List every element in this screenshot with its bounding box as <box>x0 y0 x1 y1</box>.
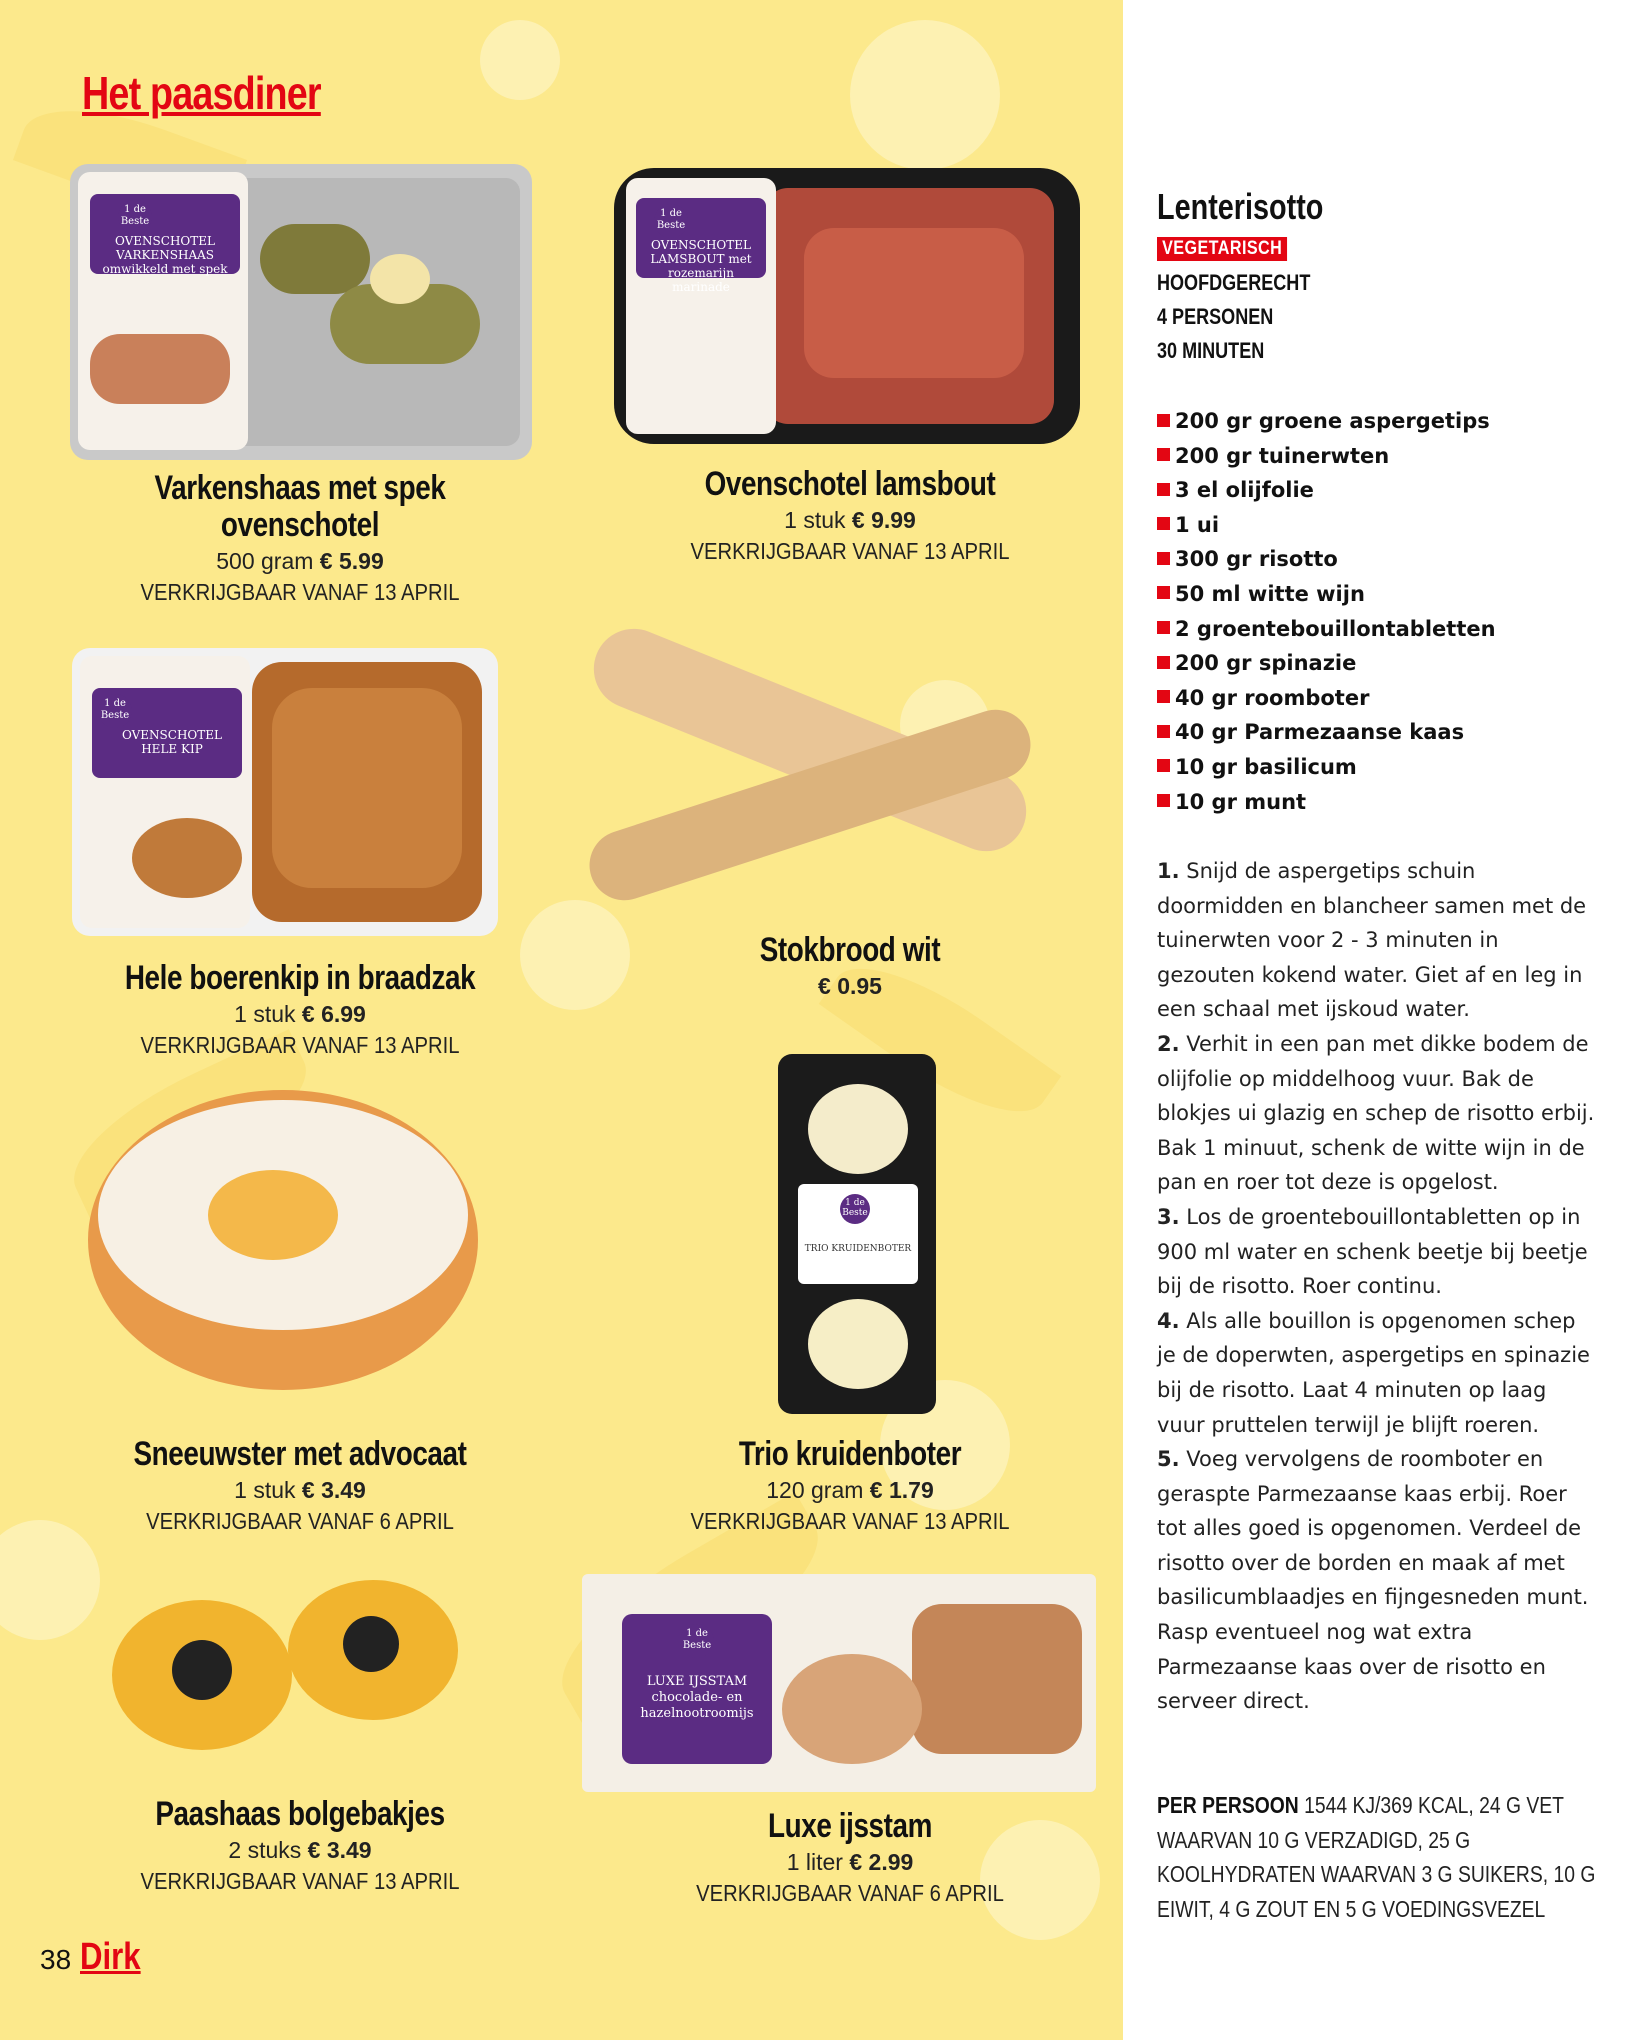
flower-decoration <box>850 20 1000 170</box>
page-headline: Het paasdiner <box>82 67 321 119</box>
product-quantity-price: 1 stuk € 6.99 <box>234 1001 366 1027</box>
sneeuwster-image <box>88 1090 478 1390</box>
brand-badge: 1 de Beste <box>98 694 132 728</box>
brand-logo-text: Dirk <box>80 1936 141 1978</box>
bullet-square-icon <box>1157 483 1170 496</box>
ingredient-list <box>1157 404 1496 819</box>
ijsstam-product-image <box>582 1574 1096 1792</box>
product-name: Hele boerenkip in braadzak <box>124 959 476 997</box>
bullet-square-icon <box>1157 759 1170 772</box>
product-name: Stokbrood wit <box>759 931 941 969</box>
flower-decoration <box>480 20 560 100</box>
kruidenboter-product-image <box>778 1054 936 1414</box>
recipe-steps <box>1157 854 1597 1719</box>
bullet-square-icon <box>1157 552 1170 565</box>
bullet-square-icon <box>1157 517 1170 530</box>
product-price: € 0.95 <box>818 973 882 999</box>
ingredient-item: 2 groentebouillontabletten <box>1157 612 1496 647</box>
brand-badge: 1 de Beste <box>840 1194 870 1224</box>
package-label: OVENSCHOTEL LAMSBOUT met rozemarijn marinade <box>650 238 752 294</box>
brand-badge: 1 de Beste <box>680 1624 714 1658</box>
product-name: Trio kruidenboter <box>738 1435 962 1473</box>
product-availability: VERKRIJGBAAR VANAF 13 APRIL <box>690 538 1010 564</box>
recipe-step: 1. Snijd de aspergetips schuin doormidden en blancheer samen met de tuinerwten voor 2 - 3 minuten in gezouten kokend water. Giet af en leg in een schaal met ijskoud water. <box>1157 859 1587 1022</box>
flower-decoration <box>0 1520 100 1640</box>
package-label: OVENSCHOTEL VARKENSHAAS omwikkeld met spek <box>102 234 228 276</box>
brand-badge: 1 de Beste <box>654 204 688 238</box>
bullet-square-icon <box>1157 690 1170 703</box>
product-availability: VERKRIJGBAAR VANAF 13 APRIL <box>140 579 460 605</box>
bullet-square-icon <box>1157 586 1170 599</box>
ingredient-item: 300 gr risotto <box>1157 542 1496 577</box>
product-availability: VERKRIJGBAAR VANAF 13 APRIL <box>140 1868 460 1894</box>
lamsbout-product-image <box>614 168 1080 444</box>
product-quantity-price: 1 liter € 2.99 <box>786 1849 914 1875</box>
ingredient-item: 200 gr groene aspergetips <box>1157 404 1496 439</box>
product-availability: VERKRIJGBAAR VANAF 6 APRIL <box>146 1508 454 1534</box>
paashaas-image-2 <box>288 1580 458 1720</box>
recipe-step: 3. Los de groentebouillontabletten op in 900 ml water en schenk beetje bij beetje bij de risotto. Roer continu. <box>1157 1204 1588 1299</box>
package-label: LUXE IJSSTAM chocolade- en hazelnootroomijs <box>640 1674 754 1721</box>
paashaas-image-1 <box>112 1600 292 1750</box>
ingredient-item: 40 gr roomboter <box>1157 681 1496 716</box>
recipe-step: 5. Voeg vervolgens de roomboter en geraspte Parmezaanse kaas erbij. Roer tot alles goed is opgenomen. Verdeel de risotto over de borden en maak af met basilicumblaadjes en fijngesneden munt. Rasp eventueel nog wat extra Parmezaanse kaas over de risotto en serveer direct. <box>1157 1447 1589 1714</box>
ingredient-item: 1 ui <box>1157 508 1496 543</box>
product-quantity-price: 500 gram € 5.99 <box>216 548 384 574</box>
kip-product-image <box>72 648 498 936</box>
bullet-square-icon <box>1157 656 1170 669</box>
product-name: Varkenshaas met spek ovenschotel <box>154 469 446 544</box>
product-card-kruidenboter <box>640 1436 1060 1535</box>
brand-badge: 1 de Beste <box>118 200 152 234</box>
product-card-ijsstam <box>640 1808 1060 1907</box>
product-quantity-price: 120 gram € 1.79 <box>766 1477 934 1503</box>
product-name: Ovenschotel lamsbout <box>704 465 996 503</box>
product-card-varkenshaas <box>60 470 540 606</box>
product-quantity-price: 1 stuk € 3.49 <box>234 1477 366 1503</box>
product-card-lamsbout <box>600 466 1100 565</box>
ingredient-item: 10 gr basilicum <box>1157 750 1496 785</box>
product-card-stokbrood <box>680 932 1020 1000</box>
product-name: Luxe ijsstam <box>768 1807 932 1845</box>
product-availability: VERKRIJGBAAR VANAF 13 APRIL <box>690 1508 1010 1534</box>
product-card-paashaas <box>60 1796 540 1895</box>
recipe-panel <box>1123 0 1632 2040</box>
ingredient-item: 200 gr spinazie <box>1157 646 1496 681</box>
bullet-square-icon <box>1157 794 1170 807</box>
ingredient-item: 40 gr Parmezaanse kaas <box>1157 715 1496 750</box>
product-quantity-price: 1 stuk € 9.99 <box>784 507 916 533</box>
recipe-step: 4. Als alle bouillon is opgenomen schep je de doperwten, aspergetips en spinazie bij de risotto. Laat 4 minuten op laag vuur pruttelen terwijl je blijft roeren. <box>1157 1308 1590 1437</box>
recipe-time: 30 MINUTEN <box>1157 338 1265 363</box>
recipe-step: 2. Verhit in een pan met dikke bodem de olijfolie op middelhoog vuur. Bak de blokjes ui glazig en schep de risotto erbij. Bak 1 minuut, schenk de witte wijn in de pan en roer tot deze is opgelost. <box>1157 1031 1595 1195</box>
page-number: 38 <box>40 1944 72 1975</box>
vegetarian-tag: VEGETARISCH <box>1157 237 1287 261</box>
recipe-servings: 4 PERSONEN <box>1157 304 1274 329</box>
recipe-course: HOOFDGERECHT <box>1157 270 1311 295</box>
bullet-square-icon <box>1157 725 1170 738</box>
product-name: Paashaas bolgebakjes <box>155 1795 445 1833</box>
bullet-square-icon <box>1157 621 1170 634</box>
ingredient-item: 50 ml witte wijn <box>1157 577 1496 612</box>
product-card-kip <box>60 960 540 1059</box>
varkenshaas-product-image <box>70 164 532 460</box>
package-label: TRIO KRUIDENBOTER <box>804 1244 912 1254</box>
ingredient-item: 200 gr tuinerwten <box>1157 439 1496 474</box>
package-label: OVENSCHOTEL HELE KIP <box>122 728 222 756</box>
product-availability: VERKRIJGBAAR VANAF 13 APRIL <box>140 1032 460 1058</box>
ingredient-item: 3 el olijfolie <box>1157 473 1496 508</box>
nutrition-info: PER PERSOON 1544 KJ/369 KCAL, 24 G VET WAARVAN 10 G VERZADIGD, 25 G KOOLHYDRATEN WAARVAN 3 G SUIKERS, 10 G EIWIT, 4 G ZOUT EN 5 G VOEDINGSVEZEL <box>1157 1792 1596 1922</box>
bullet-square-icon <box>1157 448 1170 461</box>
ingredient-item: 10 gr munt <box>1157 785 1496 820</box>
bullet-square-icon <box>1157 414 1170 427</box>
product-quantity-price: 2 stuks € 3.49 <box>228 1837 372 1863</box>
product-availability: VERKRIJGBAAR VANAF 6 APRIL <box>696 1880 1004 1906</box>
product-name: Sneeuwster met advocaat <box>133 1435 467 1473</box>
product-card-sneeuwster <box>60 1436 540 1535</box>
recipe-title: Lenterisotto <box>1157 186 1324 227</box>
